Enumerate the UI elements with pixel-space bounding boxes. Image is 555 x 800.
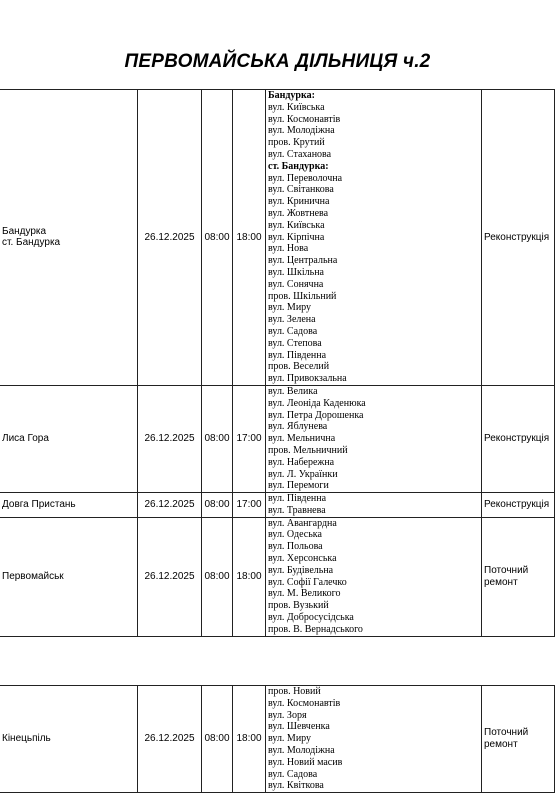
street-item: вул. Яблунева bbox=[268, 421, 328, 433]
start-time-cell: 08:00 bbox=[202, 493, 233, 518]
end-time-cell: 18:00 bbox=[233, 517, 266, 636]
location-name: Довга Пристань bbox=[2, 498, 76, 510]
street-item: вул. Переволочна bbox=[268, 172, 343, 184]
street-item: пров. Веселий bbox=[268, 361, 330, 373]
date-cell: 26.12.2025 bbox=[138, 493, 202, 518]
start-time-cell: 08:00 bbox=[202, 90, 233, 386]
work-type-cell bbox=[482, 385, 555, 492]
street-item: вул. Привокзальна bbox=[268, 373, 347, 385]
date-cell: 26.12.2025 bbox=[138, 385, 202, 492]
date-cell: 26.12.2025 bbox=[138, 90, 202, 386]
work-type-label: Реконструкція bbox=[484, 498, 550, 510]
street-item: пров. Вузький bbox=[268, 600, 329, 612]
street-item: вул. Молодіжна bbox=[268, 744, 335, 756]
street-item: вул. Набережна bbox=[268, 456, 335, 468]
street-item: вул. Л. Українки bbox=[268, 468, 338, 480]
street-item: вул. Південна bbox=[268, 349, 327, 361]
street-item: вул. Нова bbox=[268, 243, 309, 255]
street-item: вул. Травнева bbox=[268, 504, 326, 516]
street-item: вул. Петра Дорошенка bbox=[268, 409, 364, 421]
streets-cell bbox=[266, 517, 482, 636]
start-time-cell: 08:00 bbox=[202, 385, 233, 492]
street-item: вул. Будівельна bbox=[268, 564, 334, 576]
street-item: вул. Херсонська bbox=[268, 553, 337, 565]
page-title: ПЕРВОМАЙСЬКА ДІЛЬНИЦЯ ч.2 bbox=[124, 51, 431, 72]
work-type-cell bbox=[482, 90, 555, 386]
work-type-label: Поточний bbox=[484, 727, 529, 739]
street-item: пров. В. Вернадського bbox=[268, 623, 363, 635]
settlement-heading: ст. Бандурка: bbox=[268, 160, 329, 172]
start-time-cell: 08:00 bbox=[202, 686, 233, 793]
street-item: вул. Київська bbox=[268, 219, 325, 231]
street-item: вул. Миру bbox=[268, 733, 312, 745]
street-item: вул. Київська bbox=[268, 101, 325, 113]
start-time-cell: 08:00 bbox=[202, 517, 233, 636]
end-time-cell: 18:00 bbox=[233, 90, 266, 386]
streets-cell bbox=[266, 493, 482, 518]
street-item: вул. Новий масив bbox=[268, 756, 343, 768]
location-cell bbox=[0, 686, 138, 793]
end-time-cell: 18:00 bbox=[233, 686, 266, 793]
date-cell: 26.12.2025 bbox=[138, 686, 202, 793]
street-item: вул. Жовтнева bbox=[268, 207, 329, 219]
table-row bbox=[0, 517, 555, 636]
street-item: вул. Авангардна bbox=[268, 517, 337, 529]
street-item: вул. Добросусідська bbox=[268, 612, 354, 624]
street-item: вул. Миру bbox=[268, 302, 312, 314]
location-name: Первомайськ bbox=[2, 570, 64, 582]
street-item: пров. Шкільний bbox=[268, 290, 337, 302]
street-item: вул. Космонавтів bbox=[268, 113, 341, 125]
location-name: Кінецьпіль bbox=[2, 733, 51, 745]
date-cell: 26.12.2025 bbox=[138, 517, 202, 636]
street-item: вул. Зоря bbox=[268, 709, 307, 721]
street-item: вул. Сонячна bbox=[268, 278, 324, 290]
street-item: вул. Південна bbox=[268, 493, 327, 505]
work-type-cell bbox=[482, 517, 555, 636]
settlement-heading: Бандурка: bbox=[268, 90, 315, 101]
schedule-rows bbox=[0, 90, 555, 637]
street-item: вул. Польова bbox=[268, 541, 323, 553]
street-item: вул. Стаханова bbox=[268, 148, 332, 160]
street-item: вул. Шкільна bbox=[268, 266, 324, 278]
location-cell bbox=[0, 385, 138, 492]
street-item: вул. Степова bbox=[268, 337, 322, 349]
street-item: вул. Мельнична bbox=[268, 433, 336, 445]
street-item: пров. Мельничний bbox=[268, 444, 348, 456]
location-cell bbox=[0, 90, 138, 386]
street-item: вул. Зелена bbox=[268, 314, 316, 326]
location-name: ст. Бандурка bbox=[2, 237, 61, 249]
location-cell bbox=[0, 517, 138, 636]
streets-cell bbox=[266, 385, 482, 492]
work-type-cell bbox=[482, 686, 555, 793]
work-type-cell bbox=[482, 493, 555, 518]
work-type-label: Поточний bbox=[484, 564, 529, 576]
location-cell bbox=[0, 493, 138, 518]
outage-schedule-table bbox=[0, 89, 555, 637]
street-item: вул. Одеська bbox=[268, 529, 322, 541]
street-item: вул. Світанкова bbox=[268, 184, 334, 196]
streets-cell bbox=[266, 90, 482, 386]
street-item: вул. Садова bbox=[268, 325, 318, 337]
table-row bbox=[0, 90, 555, 386]
location-name: Бандурка bbox=[2, 225, 47, 237]
streets-cell bbox=[266, 686, 482, 793]
table-row bbox=[0, 686, 555, 793]
street-item: пров. Новий bbox=[268, 686, 321, 697]
outage-schedule-table bbox=[0, 685, 555, 793]
work-type-label: ремонт bbox=[484, 739, 518, 751]
location-name: Лиса Гора bbox=[2, 433, 49, 445]
street-item: вул. Центральна bbox=[268, 255, 338, 267]
street-item: вул. Кринична bbox=[268, 196, 330, 208]
table-row bbox=[0, 493, 555, 518]
street-item: вул. Молодіжна bbox=[268, 125, 335, 137]
schedule-rows bbox=[0, 686, 555, 793]
street-item: вул. Садова bbox=[268, 768, 318, 780]
street-item: вул. Космонавтів bbox=[268, 697, 341, 709]
street-item: вул. Квіткова bbox=[268, 780, 324, 792]
table-row bbox=[0, 385, 555, 492]
street-item: вул. Леоніда Каденюка bbox=[268, 397, 366, 409]
street-item: вул. Шевченка bbox=[268, 721, 330, 733]
street-item: вул. М. Великого bbox=[268, 588, 341, 600]
work-type-label: ремонт bbox=[484, 576, 518, 588]
street-item: вул. Перемоги bbox=[268, 480, 329, 492]
street-item: пров. Крутий bbox=[268, 137, 325, 149]
street-item: вул. Софії Галечко bbox=[268, 576, 347, 588]
end-time-cell: 17:00 bbox=[233, 493, 266, 518]
street-item: вул. Велика bbox=[268, 385, 318, 397]
end-time-cell: 17:00 bbox=[233, 385, 266, 492]
work-type-label: Реконструкція bbox=[484, 433, 550, 445]
work-type-label: Реконструкція bbox=[484, 231, 550, 243]
street-item: вул. Кірпічна bbox=[268, 231, 325, 243]
